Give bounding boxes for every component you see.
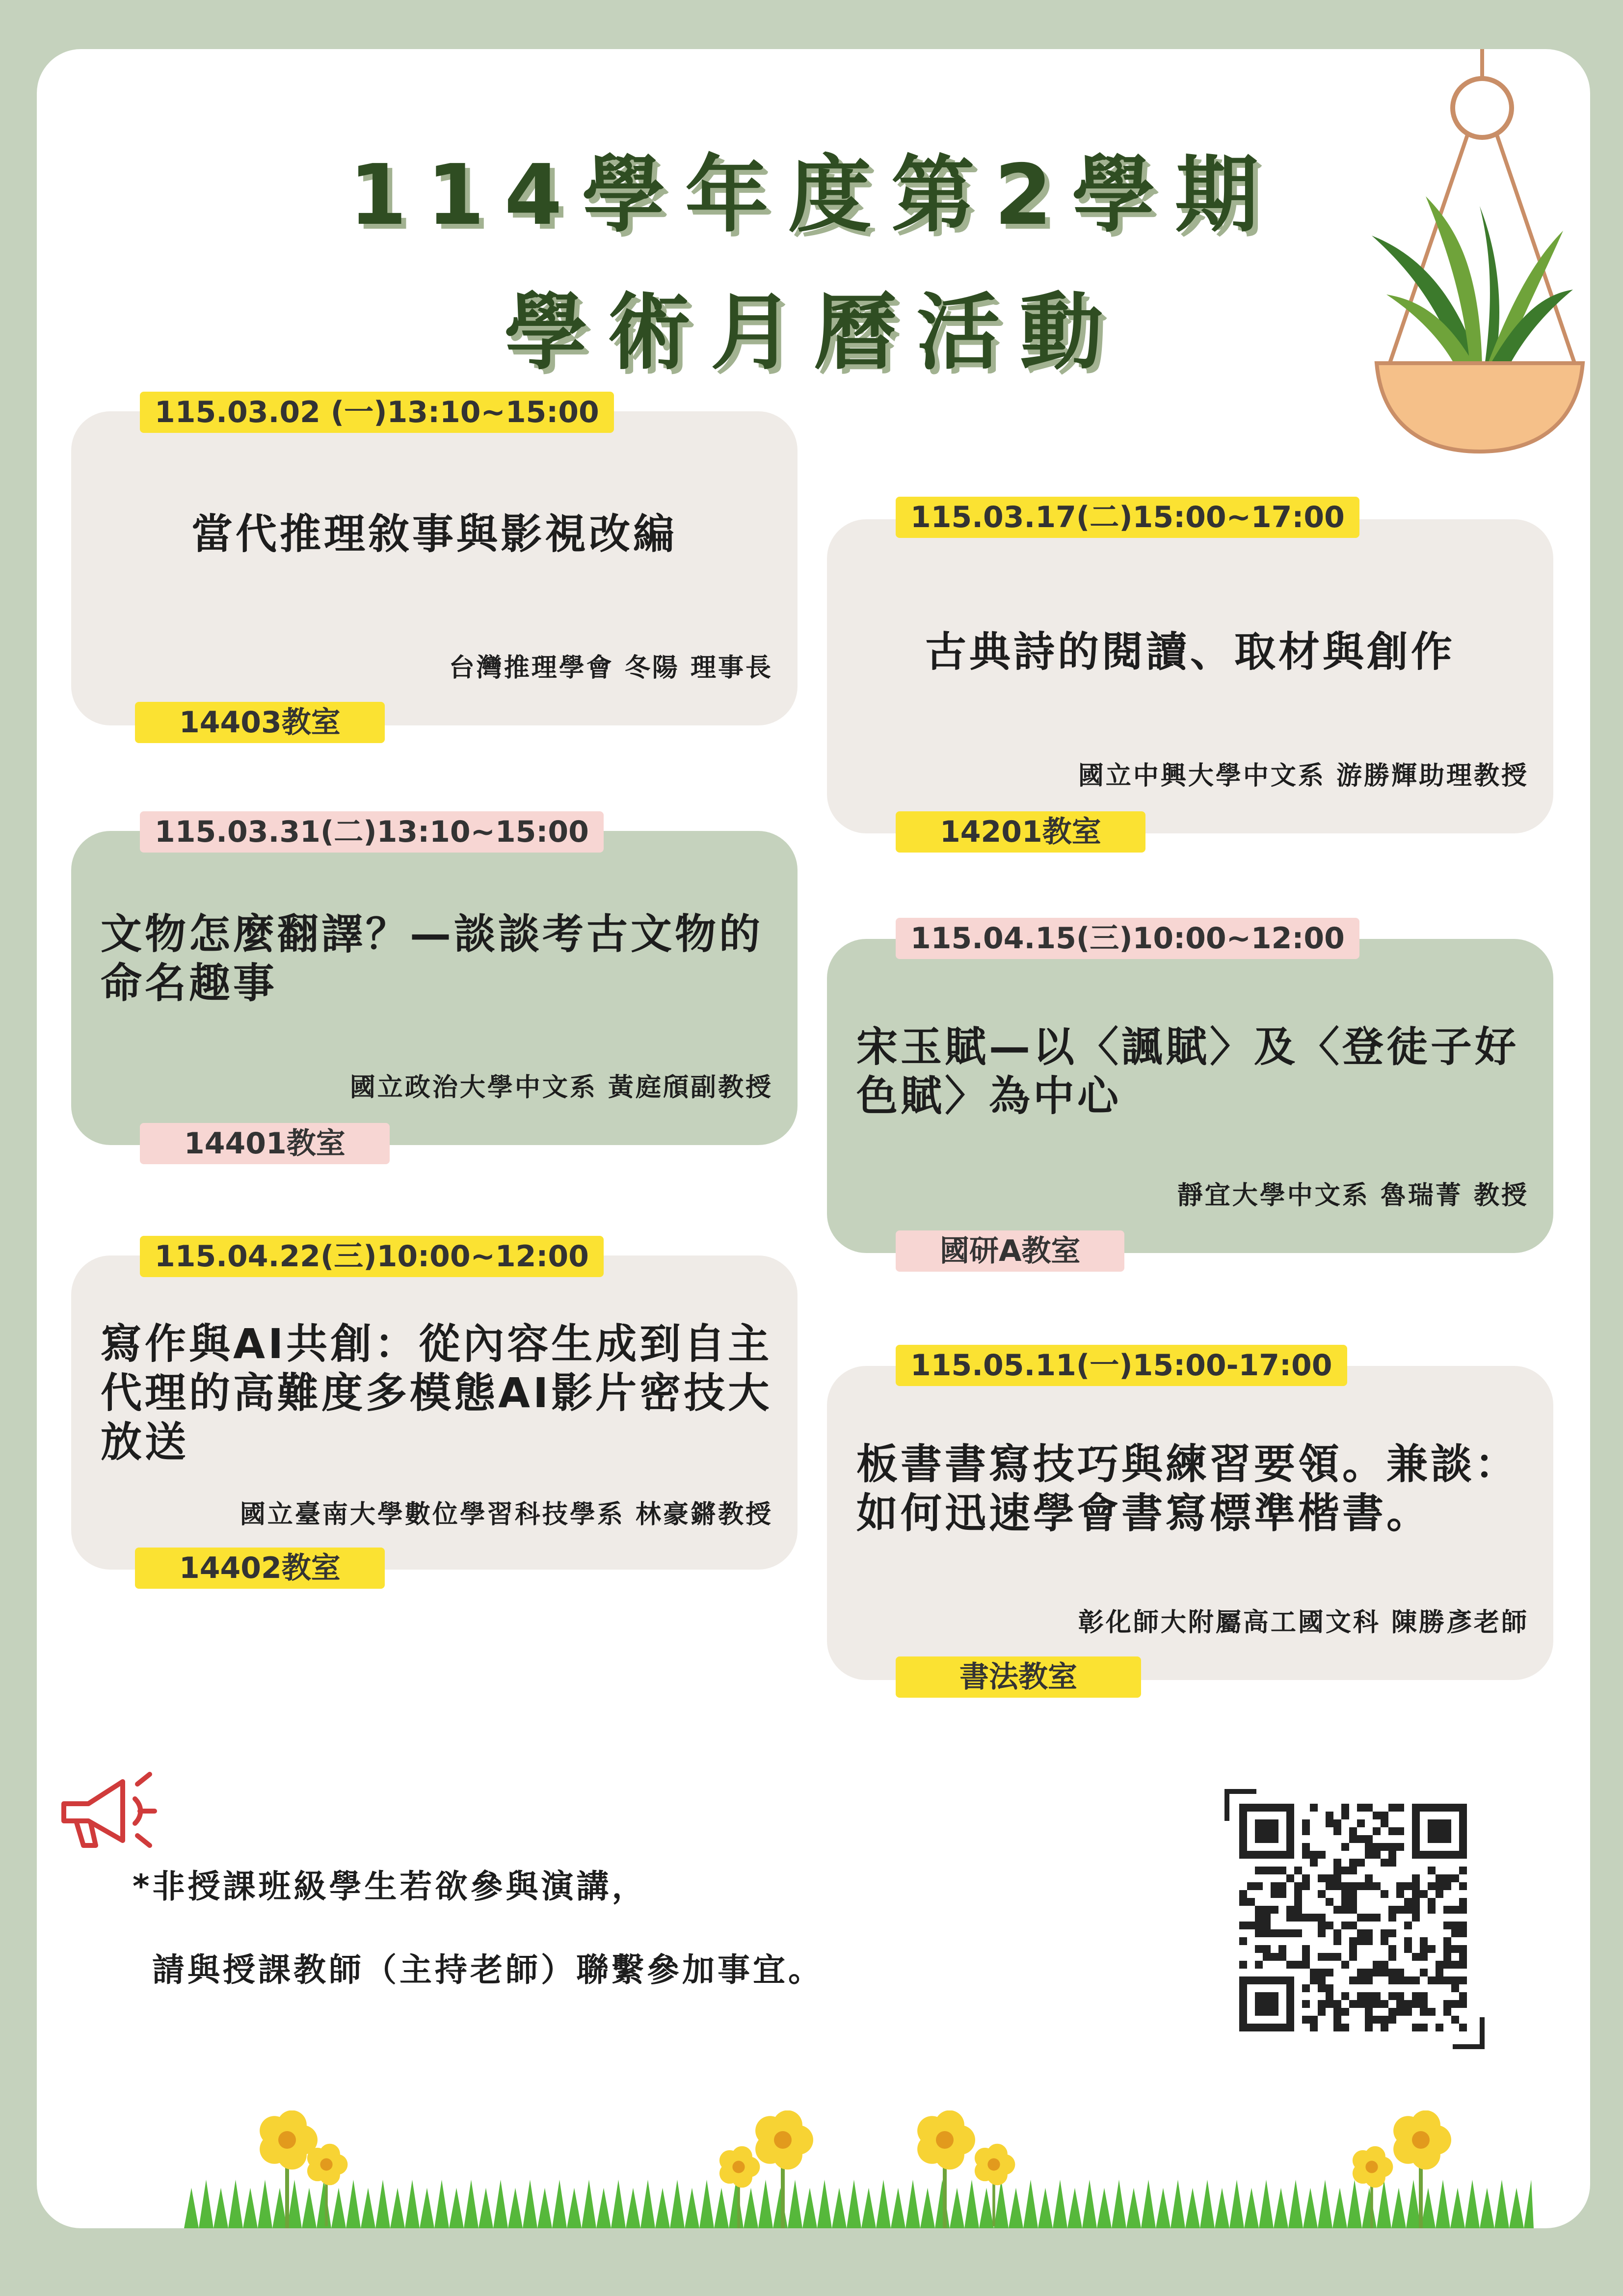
page-title: 114學年度第2學期 [348,147,1278,244]
grass-border [184,2110,1534,2228]
notice-line-1: *非授課班級學生若欲參與演講， [133,1868,647,1905]
event-datetime: 115.05.11(一)15:00-17:00 [896,1345,1347,1386]
event-card [71,411,798,725]
page-subtitle: 學術月曆活動 [504,284,1123,381]
hanging-plant [1332,49,1588,471]
event-datetime: 115.04.22(三)10:00~12:00 [140,1236,604,1277]
event-topic: 當代推理敘事與影視改編 [191,510,677,558]
flower-icon [975,2144,1015,2226]
event-speaker: 彰化師大附屬高工國文科 陳勝彥老師 [1078,1608,1529,1637]
event-card [827,1366,1553,1680]
event-speaker: 靜宜大學中文系 魯瑞菁 教授 [1177,1181,1529,1210]
event-topic: 寫作與AI共創：從內容生成到自主代理的高難度多模態AI影片密技大放送 [101,1320,772,1466]
event-speaker: 國立臺南大學數位學習科技學系 林豪鏘教授 [239,1500,773,1529]
event-speaker: 國立政治大學中文系 黃庭頎副教授 [349,1073,773,1102]
event-speaker: 台灣推理學會 冬陽 理事長 [449,653,773,683]
event-room: 書法教室 [896,1656,1141,1698]
event-speaker: 國立中興大學中文系 游勝輝助理教授 [1078,761,1529,791]
event-topic: 文物怎麼翻譯？—談談考古文物的命名趣事 [101,910,764,1007]
megaphone-icon [49,1762,162,1855]
event-card [71,1255,798,1570]
event-card [827,939,1553,1253]
poster-sheet [37,49,1590,2228]
event-datetime: 115.03.31(二)13:10~15:00 [140,811,604,853]
qr-code[interactable] [1217,1782,1492,2056]
event-topic: 宋玉賦—以〈諷賦〉及〈登徒子好色賦〉為中心 [856,1023,1519,1120]
event-topic: 板書書寫技巧與練習要領。兼談：如何迅速學會書寫標準楷書。 [856,1440,1519,1537]
event-room: 14401教室 [140,1123,390,1164]
event-room: 14403教室 [135,702,385,743]
event-datetime: 115.03.17(二)15:00~17:00 [896,497,1359,538]
event-card [71,831,798,1145]
event-room: 14201教室 [896,811,1145,853]
event-datetime: 115.04.15(三)10:00~12:00 [896,918,1359,959]
event-room: 國研A教室 [896,1230,1124,1272]
notice-line-2: 請與授課教師（主持老師）聯繫參加事宜。 [152,1951,824,1989]
event-topic: 古典詩的閱讀、取材與創作 [925,628,1455,676]
event-datetime: 115.03.02 (一)13:10~15:00 [140,392,614,433]
event-room: 14402教室 [135,1548,385,1589]
event-card [827,519,1553,833]
